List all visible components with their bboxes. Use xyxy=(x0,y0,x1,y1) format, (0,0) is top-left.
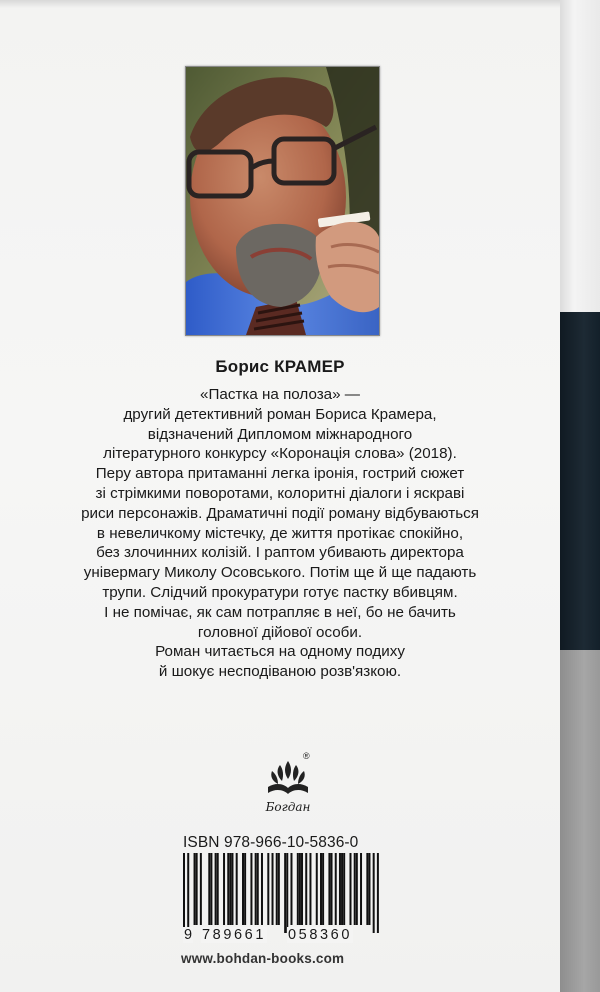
blurb-line: головної дійової особи. xyxy=(197,623,363,641)
barcode-bar xyxy=(335,853,337,925)
barcode-bar xyxy=(360,853,362,925)
barcode-bar xyxy=(200,853,202,925)
barcode-bar xyxy=(331,853,333,925)
barcode-bar xyxy=(354,853,356,925)
author-name: Борис КРАМЕР xyxy=(215,357,345,376)
barcode-bar xyxy=(276,853,278,925)
barcode-bar xyxy=(272,853,274,925)
barcode-digits xyxy=(183,927,379,945)
barcode-bar xyxy=(196,853,198,925)
barcode-bar xyxy=(250,853,252,925)
book-tree-logo-icon xyxy=(258,755,318,799)
barcode-bar xyxy=(343,853,345,925)
blurb-line: І не помічає, як сам потрапляє в неї, бо не бачить xyxy=(104,603,456,621)
barcode-bar xyxy=(309,853,311,925)
barcode-bar xyxy=(322,853,324,925)
spine-dark-band xyxy=(560,312,600,650)
barcode-bar xyxy=(227,853,229,925)
barcode-bar xyxy=(208,853,210,925)
blurb-line: трупи. Слідчий прокуратури готує пастку вбивцям. xyxy=(102,583,458,601)
barcode-bar xyxy=(187,853,189,933)
top-edge-shadow xyxy=(0,0,600,8)
blurb-line: зі стрімкими поворотами, колоритні діалоги і яскраві xyxy=(95,484,465,502)
isbn-number: ISBN 978-966-10-5836-0 xyxy=(183,834,359,851)
barcode-bar xyxy=(320,853,322,925)
blurb-line: відзначений Дипломом міжнародного xyxy=(147,425,413,443)
barcode-bar xyxy=(341,853,343,925)
book-blurb xyxy=(58,385,502,682)
barcode-bars xyxy=(183,853,379,933)
author-photo xyxy=(185,66,380,336)
blurb-line: й шокує несподіваною розв'язкою. xyxy=(158,663,402,681)
barcode-bar xyxy=(236,853,238,925)
barcode-bar xyxy=(210,853,212,925)
barcode-bar xyxy=(305,853,307,925)
barcode-bar xyxy=(257,853,259,925)
barcode-bar xyxy=(194,853,196,925)
barcode-bar xyxy=(183,853,185,933)
barcode-bar xyxy=(377,853,379,933)
author-portrait-illustration xyxy=(186,67,379,335)
publisher-logo xyxy=(258,755,318,821)
publisher-logo-text: Богдан xyxy=(265,800,311,814)
barcode-bar xyxy=(373,853,375,933)
barcode-bar xyxy=(366,853,368,925)
barcode-bar xyxy=(215,853,217,925)
blurb-line: без злочинних колізій. І раптом убивають директора xyxy=(96,544,464,562)
barcode-right-group: 058360 xyxy=(288,927,352,943)
registered-mark: ® xyxy=(303,751,310,761)
barcode xyxy=(183,853,379,945)
barcode-bar xyxy=(301,853,303,925)
blurb-line: літературного конкурсу «Коронація слова» (2018). xyxy=(103,445,457,463)
blurb-line: в невеличкому містечку, де життя протікає спокійно, xyxy=(96,524,464,542)
barcode-bar xyxy=(255,853,257,925)
barcode-bar xyxy=(244,853,246,925)
barcode-bar xyxy=(328,853,330,925)
blurb-line: універмагу Миколу Осовського. Потім ще й ще падають xyxy=(83,564,477,582)
barcode-bar xyxy=(356,853,358,925)
barcode-bar xyxy=(297,853,299,925)
barcode-bar xyxy=(316,853,318,925)
barcode-bar xyxy=(217,853,219,925)
barcode-bar xyxy=(261,853,263,925)
barcode-bar xyxy=(339,853,341,925)
blurb-line: другий детективний роман Бориса Крамера, xyxy=(123,405,437,423)
blurb-line: риси персонажів. Драматичні події роману відбуваються xyxy=(81,504,479,522)
barcode-lead-digit: 9 xyxy=(184,927,193,943)
barcode-bar xyxy=(284,853,286,933)
spine-gray-band xyxy=(560,650,600,992)
barcode-bar xyxy=(349,853,351,925)
barcode-bar xyxy=(229,853,231,925)
barcode-bar xyxy=(231,853,233,925)
barcode-bar xyxy=(278,853,280,925)
blurb-line: «Пастка на полоза» — xyxy=(200,386,360,403)
barcode-left-group: 789661 xyxy=(202,927,266,943)
barcode-bar xyxy=(223,853,225,925)
blurb-line: Перу автора притаманні легка іронія, гострий сюжет xyxy=(95,465,465,483)
barcode-bar xyxy=(242,853,244,925)
blurb-line: Роман читається на одному подиху xyxy=(155,643,405,661)
barcode-bar xyxy=(290,853,292,925)
publisher-website: www.bohdan-books.com xyxy=(181,951,345,966)
barcode-bar xyxy=(286,853,288,933)
barcode-bar xyxy=(299,853,301,925)
barcode-bar xyxy=(267,853,269,925)
barcode-bar xyxy=(368,853,370,925)
